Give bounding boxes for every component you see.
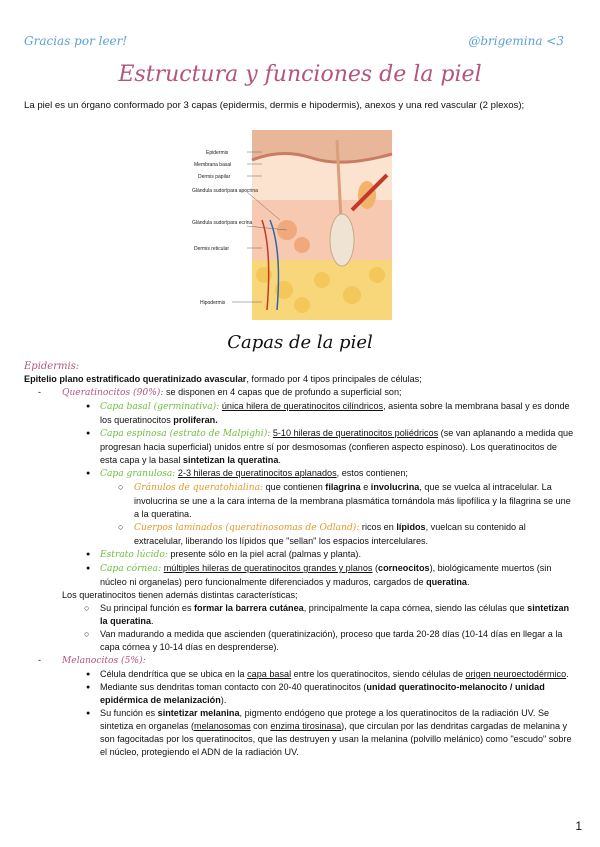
- fig-label-reticular: Dermis reticular: [194, 246, 230, 252]
- list-item-dendritas: ● Mediante sus dendritas toman contacto con 20-40 queratinocitos (unidad queratinocito-melanocito / unidad epidérmica de melanización).: [24, 681, 576, 707]
- list-item-funcion: ○ Su principal función es formar la barrera cutánea, principalmente la capa córnea, siendo las células que sintetizan la queratina.: [24, 602, 576, 628]
- list-item-cuerpos-laminados: ○ Cuerpos laminados (queratinosomas de Odland): ricos en lípidos, vuelcan su contenido al extracelular, liberando los lípidos que "sellan" los espacios intercelulares.: [24, 521, 576, 548]
- skin-diagram: [192, 120, 410, 320]
- caracteristicas-intro: Los queratinocitos tienen además distintas características;: [62, 590, 298, 600]
- page-title: Estructura y funciones de la piel: [118, 62, 482, 87]
- svg-text:Epidermis Membrana basal: [192, 150, 259, 306]
- list-item-melanocitos: - Melanocitos (5%):: [24, 654, 576, 668]
- section-title: Capas de la piel: [227, 332, 373, 353]
- fig-label-apocrina: Glándula sudorípara apocrina: [192, 188, 258, 194]
- list-item-capa-cornea: ● Capa córnea: múltiples hileras de queratinocitos grandes y planos (corneocitos), biológicamente muertos (sin núcleo ni organelas) pero funcionalmente diferenciados y maduros, cargados de queratina.: [24, 562, 576, 589]
- list-item-capa-granulosa: ● Capa granulosa: 2-3 hileras de queratinocitos aplanados, estos contienen;: [24, 467, 576, 481]
- list-item-granulos: ○ Gránulos de queratohialina: que contienen filagrina e involucrina, que se vuelca al intracelular. La involucrina se une a la cara interna de la membrana plasmática tornándola más lipofílica y la filagrina se une a la queratina.: [24, 481, 576, 521]
- fig-label-papilar: Dermis papilar: [198, 174, 231, 180]
- list-item-estrato-lucido: ● Estrato lúcido: presente sólo en la piel acral (palmas y planta).: [24, 548, 576, 562]
- fig-label-membrana: Membrana basal: [194, 162, 232, 168]
- intro-paragraph: La piel es un órgano conformado por 3 capas (epidermis, dermis e hipodermis), anexos y una red vascular (2 plexos);: [24, 100, 525, 111]
- content-body: [24, 360, 576, 759]
- header-left-note: Gracias por leer!: [24, 34, 128, 48]
- fig-label-hipodermis: Hipodermis: [200, 300, 226, 306]
- epidermis-lead: Epitelio plano estratificado queratinizado avascular, formado por 4 tipos principales de células;: [24, 374, 422, 384]
- fig-label-epidermis: Epidermis: [206, 150, 229, 156]
- epidermis-heading: Epidermis:: [24, 361, 80, 372]
- list-item-maduracion: ○ Van madurando a medida que ascienden (queratinización), proceso que tarda 20-28 días (10-14 días en llegar a la capa córnea y 10-14 días en desprenderse).: [24, 628, 576, 654]
- header-handle: @brigemina <3: [468, 34, 564, 48]
- skin-diagram-illustration: [192, 120, 410, 320]
- fig-label-ecrina: Glándula sudorípara ecrina: [192, 220, 253, 226]
- page-number: 1: [575, 819, 582, 833]
- list-item-melanina: ● Su función es sintetizar melanina, pigmento endógeno que protege a los queratinocitos de la radiación UV. Se sintetiza en organelas (melanosomas con enzima tirosinasa), que circulan por las dendritas cargadas de melanina y son fagocitadas por los queratinocitos, que las destruyen y usan la melanina (polvillo melánico) como "escudo" sobre el núcleo, protegiendo el ADN de la radiación UV.: [24, 707, 576, 759]
- list-item-capa-basal: ● Capa basal (germinativa): única hilera de queratinocitos cilíndricos, asienta sobre la membrana basal y es donde los queratinocitos proliferan.: [24, 400, 576, 427]
- list-item-queratinocitos: - Queratinocitos (90%): se disponen en 4 capas que de profundo a superficial son;: [24, 386, 576, 400]
- list-item-capa-espinosa: ● Capa espinosa (estrato de Malpighi): 5-10 hileras de queratinocitos poliédricos (se van aplanando a medida que progresan hacia superficial) unidos entre sí por desmosomas (confieren aspecto espinoso). Los queratinocitos de esta capa y la basal sintetizan la queratina.: [24, 427, 576, 467]
- list-item-celula-dendritica: ● Célula dendrítica que se ubica en la capa basal entre los queratinocitos, siendo células de origen neuroectodérmico.: [24, 668, 576, 681]
